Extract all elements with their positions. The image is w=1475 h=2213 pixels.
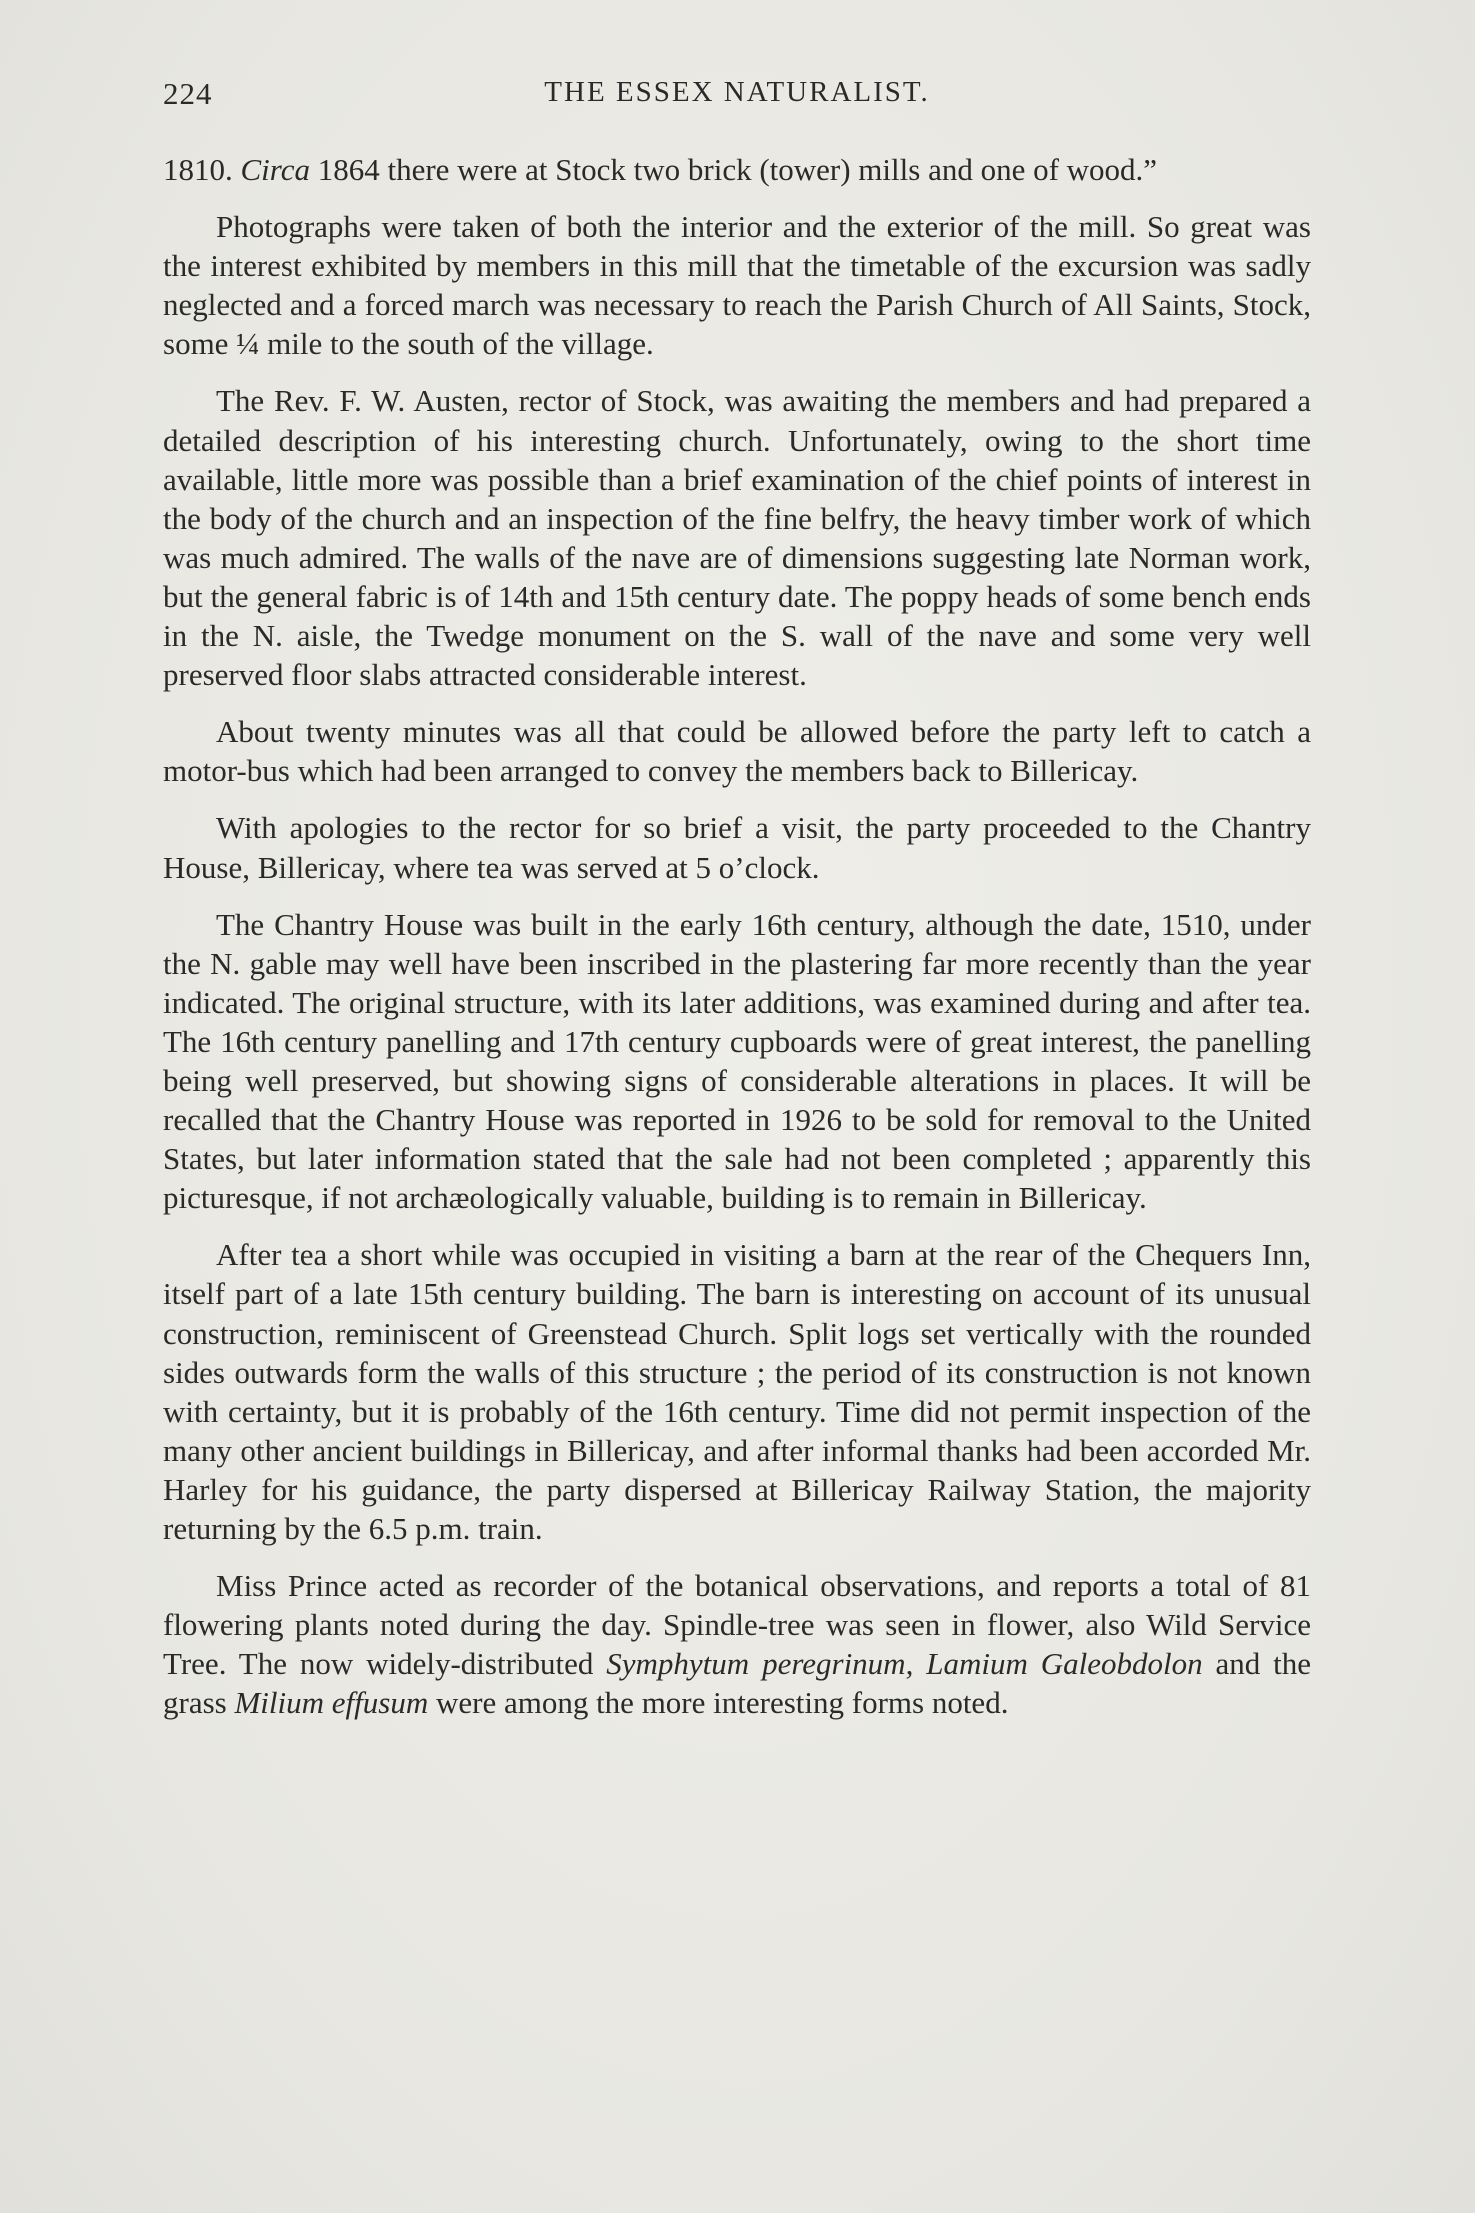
body-text bbox=[163, 150, 1311, 1740]
paragraph-chantry-house: The Chantry House was built in the early 16th century, although the date, 1510, under the N. gable may well have been inscribed in the plastering far more recently than the year indicated. The original structure, with its later additions, was examined during and after tea. The 16th century panelling and 17th century cupboards were of great interest, the panelling being well preserved, but showing signs of considerable alterations in places. It will be recalled that the Chantry House was reported in 1926 to be sold for removal to the United States, but later information stated that the sale had not been completed ; apparently this picturesque, if not archæologically valuable, building is to remain in Billericay. bbox=[163, 906, 1311, 1216]
text-run: were among the more interesting forms noted. bbox=[428, 1685, 1009, 1721]
italic-text: Circa bbox=[240, 152, 310, 187]
paragraph-motor-bus: About twenty minutes was all that could be allowed before the party left to catch a motor-bus which had been arranged to convey the members back to Billericay. bbox=[163, 714, 1311, 789]
paragraph-botanical bbox=[163, 1566, 1311, 1722]
paragraph-chantry-visit: With apologies to the rector for so brief a visit, the party proceeded to the Chantry House, Billericay, where tea was served at 5 o’clock. bbox=[163, 810, 1311, 885]
page-number: 224 bbox=[163, 76, 213, 111]
paragraph-rector: The Rev. F. W. Austen, rector of Stock, was awaiting the members and had prepared a detailed description of his interesting church. Unfortunately, owing to the short time available, little more was possible than a brief examination of the chief points of interest in the body of the church and an inspection of the fine belfry, the heavy timber work of which was much admired. The walls of the nave are of dimensions suggesting late Norman work, but the general fabric is of 14th and 15th century date. The poppy heads of some bench ends in the N. aisle, the Twedge monument on the S. wall of the nave and some very well preserved floor slabs attracted considerable interest. bbox=[163, 383, 1311, 693]
paragraph-barn: After tea a short while was occupied in visiting a barn at the rear of the Chequers Inn, itself part of a late 15th century building. The barn is interesting on account of its unusual construction, reminiscent of Greenstead Church. Split logs set vertically with the rounded sides outwards form the walls of this structure ; the period of its construction is not known with certainty, but it is probably of the 16th century. Time did not permit inspection of the many other ancient buildings in Billericay, and after informal thanks had been accorded Mr. Harley for his guidance, the party dispersed at Billericay Railway Station, the majority returning by the 6.5 p.m. train. bbox=[163, 1237, 1311, 1546]
paragraph-continuation bbox=[163, 150, 1311, 189]
text-run: and the grass bbox=[163, 1646, 1311, 1721]
italic-species: Milium effusum bbox=[234, 1685, 429, 1721]
italic-species: Symphytum peregrinum, Lamium Galeobdolon bbox=[606, 1646, 1203, 1682]
text-run: Miss Prince acted as recorder of the botanical observations, and reports a total of 81 flowering plants noted during the day. Spindle-tree was seen in flower, also Wild Service Tree. The now widely-distributed bbox=[163, 1568, 1311, 1682]
paragraph-photographs: Photographs were taken of both the interior and the exterior of the mill. So great was the interest exhibited by members in this mill that the timetable of the excursion was sadly neglected and a forced march was necessary to reach the Parish Church of All Saints, Stock, some ¼ mile to the south of the village. bbox=[163, 209, 1311, 362]
text-run: 1864 there were at Stock two brick (tower) mills and one of wood.” bbox=[309, 152, 1158, 187]
page-header bbox=[163, 76, 1311, 120]
running-title: THE ESSEX NATURALIST. bbox=[544, 76, 930, 108]
text-run: 1810. bbox=[163, 152, 241, 187]
